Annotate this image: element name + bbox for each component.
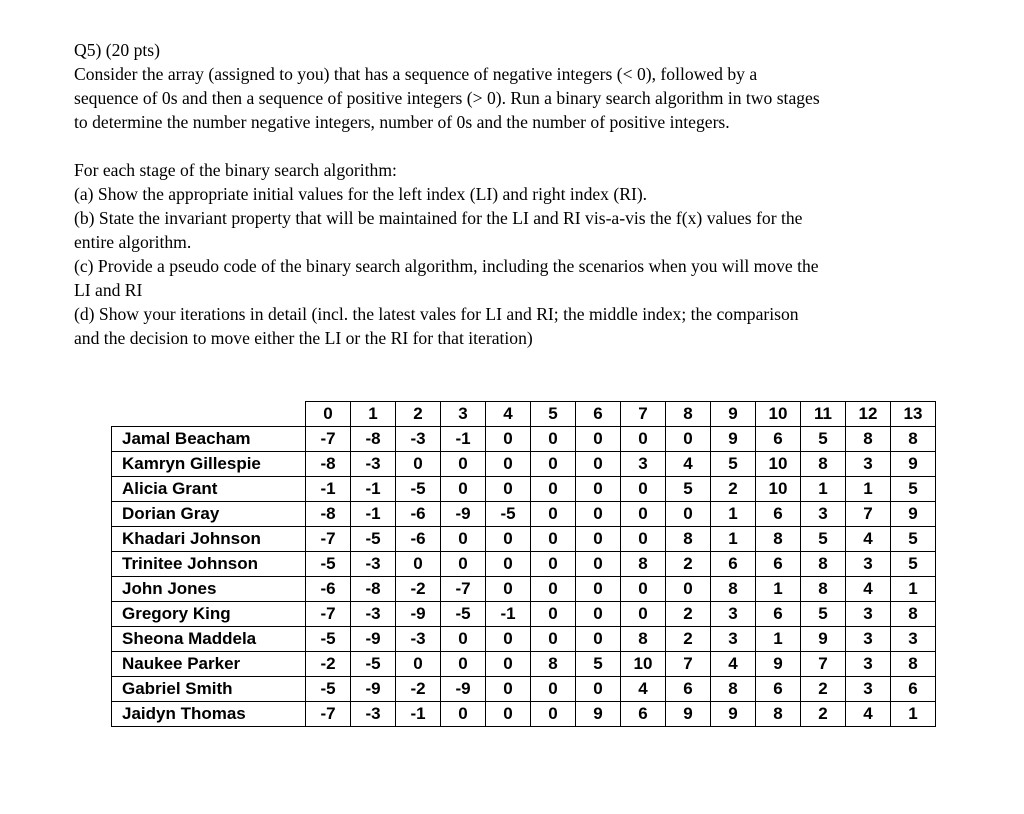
column-index-header: 3 <box>441 402 486 427</box>
student-name-cell: Gabriel Smith <box>112 677 306 702</box>
array-value-cell: 0 <box>531 502 576 527</box>
array-value-cell: 2 <box>666 602 711 627</box>
array-value-cell: -8 <box>351 427 396 452</box>
array-value-cell: 0 <box>531 702 576 727</box>
array-value-cell: -3 <box>396 427 441 452</box>
array-value-cell: 0 <box>441 477 486 502</box>
array-value-cell: 0 <box>576 452 621 477</box>
array-value-cell: -5 <box>306 627 351 652</box>
array-value-cell: 3 <box>846 552 891 577</box>
student-name-cell: Sheona Maddela <box>112 627 306 652</box>
array-value-cell: -5 <box>306 552 351 577</box>
array-value-cell: 0 <box>396 452 441 477</box>
index-header-row <box>112 402 936 427</box>
array-value-cell: 4 <box>846 577 891 602</box>
array-value-cell: 8 <box>621 552 666 577</box>
array-value-cell: 4 <box>666 452 711 477</box>
array-value-cell: 0 <box>486 452 531 477</box>
column-index-header: 4 <box>486 402 531 427</box>
array-value-cell: 9 <box>711 702 756 727</box>
stage-line: (b) State the invariant property that will be maintained for the LI and RI vis-a-vis the f(x) values for the <box>74 208 803 228</box>
array-value-cell: -3 <box>351 702 396 727</box>
array-value-cell: 3 <box>846 627 891 652</box>
array-value-cell: 3 <box>846 452 891 477</box>
array-value-cell: 0 <box>486 702 531 727</box>
array-value-cell: 3 <box>801 502 846 527</box>
array-value-cell: 1 <box>756 577 801 602</box>
array-value-cell: 0 <box>576 602 621 627</box>
table-row <box>112 427 936 452</box>
array-value-cell: 5 <box>711 452 756 477</box>
array-value-cell: 2 <box>801 702 846 727</box>
array-value-cell: 8 <box>801 552 846 577</box>
table-row <box>112 452 936 477</box>
array-value-cell: 0 <box>486 677 531 702</box>
array-value-cell: -3 <box>351 552 396 577</box>
column-index-header: 5 <box>531 402 576 427</box>
array-value-cell: -3 <box>396 627 441 652</box>
array-value-cell: 3 <box>711 602 756 627</box>
array-value-cell: 0 <box>486 627 531 652</box>
student-name-cell: Jaidyn Thomas <box>112 702 306 727</box>
array-value-cell: 6 <box>891 677 936 702</box>
array-value-cell: 2 <box>666 552 711 577</box>
array-value-cell: -2 <box>396 677 441 702</box>
array-value-cell: 6 <box>756 552 801 577</box>
array-value-cell: 0 <box>531 577 576 602</box>
array-value-cell: -6 <box>396 527 441 552</box>
table-row <box>112 702 936 727</box>
array-value-cell: -1 <box>441 427 486 452</box>
table-row <box>112 527 936 552</box>
array-value-cell: 5 <box>576 652 621 677</box>
array-value-cell: 1 <box>711 527 756 552</box>
array-value-cell: 5 <box>891 527 936 552</box>
array-table-container <box>111 401 936 727</box>
column-index-header: 8 <box>666 402 711 427</box>
array-value-cell: -8 <box>351 577 396 602</box>
array-value-cell: 0 <box>441 527 486 552</box>
array-value-cell: 0 <box>531 677 576 702</box>
array-value-cell: 0 <box>486 652 531 677</box>
column-index-header: 11 <box>801 402 846 427</box>
array-value-cell: 0 <box>486 477 531 502</box>
column-index-header: 12 <box>846 402 891 427</box>
array-value-cell: 0 <box>666 427 711 452</box>
array-value-cell: 9 <box>801 627 846 652</box>
array-value-cell: 8 <box>756 527 801 552</box>
array-value-cell: 0 <box>486 427 531 452</box>
array-value-cell: 1 <box>756 627 801 652</box>
student-name-cell: Dorian Gray <box>112 502 306 527</box>
student-name-cell: Naukee Parker <box>112 652 306 677</box>
array-value-cell: 0 <box>621 602 666 627</box>
array-value-cell: 0 <box>441 452 486 477</box>
array-value-cell: 0 <box>576 427 621 452</box>
array-value-cell: 7 <box>801 652 846 677</box>
array-value-cell: 2 <box>801 677 846 702</box>
array-value-cell: 6 <box>756 502 801 527</box>
stage-line: (c) Provide a pseudo code of the binary search algorithm, including the scenarios when you will move the <box>74 256 819 276</box>
array-value-cell: 1 <box>891 702 936 727</box>
array-value-cell: 0 <box>666 502 711 527</box>
array-value-cell: -3 <box>351 452 396 477</box>
array-value-cell: -5 <box>486 502 531 527</box>
array-value-cell: 10 <box>756 452 801 477</box>
array-value-cell: 8 <box>756 702 801 727</box>
array-value-cell: 0 <box>441 702 486 727</box>
array-value-cell: -1 <box>351 477 396 502</box>
array-value-cell: 0 <box>621 502 666 527</box>
array-value-cell: -7 <box>306 702 351 727</box>
array-value-cell: -5 <box>441 602 486 627</box>
array-value-cell: 0 <box>531 452 576 477</box>
intro-line: Consider the array (assigned to you) that has a sequence of negative integers (< 0), followed by a <box>74 64 758 84</box>
array-value-cell: 0 <box>396 552 441 577</box>
array-value-cell: 9 <box>756 652 801 677</box>
array-value-cell: 0 <box>576 527 621 552</box>
array-value-cell: 1 <box>711 502 756 527</box>
column-index-header: 6 <box>576 402 621 427</box>
array-value-cell: -1 <box>486 602 531 627</box>
array-value-cell: 5 <box>801 602 846 627</box>
array-value-cell: -9 <box>396 602 441 627</box>
array-value-cell: 3 <box>846 602 891 627</box>
array-value-cell: 4 <box>846 702 891 727</box>
array-value-cell: -9 <box>441 502 486 527</box>
array-table <box>111 401 936 727</box>
stage-line: and the decision to move either the LI or the RI for that iteration) <box>74 328 533 348</box>
array-value-cell: 0 <box>486 577 531 602</box>
array-value-cell: 0 <box>531 477 576 502</box>
table-row <box>112 502 936 527</box>
array-value-cell: 5 <box>801 527 846 552</box>
table-row <box>112 577 936 602</box>
array-value-cell: 6 <box>756 427 801 452</box>
array-value-cell: 0 <box>576 502 621 527</box>
array-value-cell: 4 <box>846 527 891 552</box>
student-name-cell: Kamryn Gillespie <box>112 452 306 477</box>
array-value-cell: 5 <box>891 552 936 577</box>
array-value-cell: 3 <box>711 627 756 652</box>
array-value-cell: 6 <box>666 677 711 702</box>
column-index-header: 13 <box>891 402 936 427</box>
array-value-cell: -7 <box>441 577 486 602</box>
column-index-header: 9 <box>711 402 756 427</box>
array-value-cell: 4 <box>711 652 756 677</box>
array-value-cell: -7 <box>306 602 351 627</box>
intro-line: to determine the number negative integers, number of 0s and the number of positive integers. <box>74 112 730 132</box>
array-value-cell: -1 <box>306 477 351 502</box>
table-row <box>112 627 936 652</box>
array-value-cell: 10 <box>756 477 801 502</box>
array-value-cell: 0 <box>576 677 621 702</box>
array-value-cell: 5 <box>801 427 846 452</box>
array-value-cell: -7 <box>306 427 351 452</box>
array-value-cell: 3 <box>846 677 891 702</box>
array-value-cell: 8 <box>846 427 891 452</box>
array-value-cell: 7 <box>846 502 891 527</box>
array-value-cell: 8 <box>891 652 936 677</box>
student-name-cell: Khadari Johnson <box>112 527 306 552</box>
array-value-cell: 0 <box>576 577 621 602</box>
array-value-cell: 8 <box>666 527 711 552</box>
table-row <box>112 602 936 627</box>
array-value-cell: 1 <box>891 577 936 602</box>
stage-line: (d) Show your iterations in detail (incl. the latest vales for LI and RI; the middle index; the comparison <box>74 304 799 324</box>
student-name-cell: Trinitee Johnson <box>112 552 306 577</box>
array-value-cell: 9 <box>666 702 711 727</box>
array-value-cell: 0 <box>531 427 576 452</box>
array-value-cell: 0 <box>576 627 621 652</box>
array-value-cell: 0 <box>666 577 711 602</box>
table-row <box>112 552 936 577</box>
array-value-cell: 8 <box>711 577 756 602</box>
array-value-cell: -9 <box>441 677 486 702</box>
column-index-header: 10 <box>756 402 801 427</box>
array-value-cell: -5 <box>351 527 396 552</box>
array-value-cell: 0 <box>441 552 486 577</box>
array-value-cell: 6 <box>756 602 801 627</box>
student-name-cell: John Jones <box>112 577 306 602</box>
array-value-cell: 3 <box>891 627 936 652</box>
array-value-cell: 0 <box>621 527 666 552</box>
array-value-cell: 1 <box>846 477 891 502</box>
student-name-cell: Gregory King <box>112 602 306 627</box>
array-value-cell: -6 <box>306 577 351 602</box>
question-title: Q5) (20 pts) <box>74 40 161 60</box>
array-value-cell: 6 <box>621 702 666 727</box>
array-value-cell: 8 <box>621 627 666 652</box>
array-value-cell: 0 <box>576 477 621 502</box>
array-value-cell: 2 <box>666 627 711 652</box>
array-value-cell: 0 <box>531 627 576 652</box>
array-value-cell: 8 <box>891 427 936 452</box>
array-value-cell: 0 <box>531 552 576 577</box>
stage-line: (a) Show the appropriate initial values for the left index (LI) and right index (RI). <box>74 184 648 204</box>
array-value-cell: 8 <box>801 452 846 477</box>
paragraph-gap <box>74 134 974 158</box>
array-value-cell: -9 <box>351 677 396 702</box>
array-value-cell: -8 <box>306 502 351 527</box>
student-name-cell: Alicia Grant <box>112 477 306 502</box>
stage-line: For each stage of the binary search algorithm: <box>74 160 397 180</box>
array-value-cell: 0 <box>576 552 621 577</box>
array-value-cell: 3 <box>846 652 891 677</box>
array-value-cell: -8 <box>306 452 351 477</box>
array-value-cell: -2 <box>396 577 441 602</box>
stage-line: LI and RI <box>74 280 143 300</box>
array-value-cell: 4 <box>621 677 666 702</box>
array-value-cell: 0 <box>621 427 666 452</box>
array-value-cell: -1 <box>396 702 441 727</box>
student-name-cell: Jamal Beacham <box>112 427 306 452</box>
array-value-cell: -1 <box>351 502 396 527</box>
column-index-header: 2 <box>396 402 441 427</box>
column-index-header: 7 <box>621 402 666 427</box>
array-value-cell: 9 <box>891 502 936 527</box>
array-value-cell: 0 <box>441 627 486 652</box>
table-row <box>112 477 936 502</box>
array-value-cell: -6 <box>396 502 441 527</box>
question-text-block <box>74 38 974 350</box>
array-value-cell: 5 <box>891 477 936 502</box>
stage-line: entire algorithm. <box>74 232 192 252</box>
array-value-cell: 8 <box>531 652 576 677</box>
array-value-cell: -9 <box>351 627 396 652</box>
table-row <box>112 652 936 677</box>
array-value-cell: 9 <box>711 427 756 452</box>
array-value-cell: -3 <box>351 602 396 627</box>
array-value-cell: 2 <box>711 477 756 502</box>
array-value-cell: 6 <box>711 552 756 577</box>
array-value-cell: 0 <box>531 602 576 627</box>
array-value-cell: 10 <box>621 652 666 677</box>
array-value-cell: 0 <box>441 652 486 677</box>
array-value-cell: 1 <box>801 477 846 502</box>
array-value-cell: 0 <box>486 527 531 552</box>
array-value-cell: 6 <box>756 677 801 702</box>
array-value-cell: 0 <box>486 552 531 577</box>
array-value-cell: 8 <box>891 602 936 627</box>
array-value-cell: -5 <box>396 477 441 502</box>
array-value-cell: 9 <box>891 452 936 477</box>
array-value-cell: 0 <box>531 527 576 552</box>
header-blank-cell <box>112 402 306 427</box>
array-value-cell: -5 <box>351 652 396 677</box>
array-value-cell: -5 <box>306 677 351 702</box>
intro-line: sequence of 0s and then a sequence of positive integers (> 0). Run a binary search algorithm in two stages <box>74 88 820 108</box>
column-index-header: 0 <box>306 402 351 427</box>
table-row <box>112 677 936 702</box>
array-value-cell: 0 <box>621 577 666 602</box>
array-value-cell: 9 <box>576 702 621 727</box>
array-value-cell: -7 <box>306 527 351 552</box>
column-index-header: 1 <box>351 402 396 427</box>
array-value-cell: 8 <box>711 677 756 702</box>
array-value-cell: 7 <box>666 652 711 677</box>
array-value-cell: 8 <box>801 577 846 602</box>
array-value-cell: 0 <box>396 652 441 677</box>
array-value-cell: 0 <box>621 477 666 502</box>
array-value-cell: 3 <box>621 452 666 477</box>
array-value-cell: 5 <box>666 477 711 502</box>
array-value-cell: -2 <box>306 652 351 677</box>
